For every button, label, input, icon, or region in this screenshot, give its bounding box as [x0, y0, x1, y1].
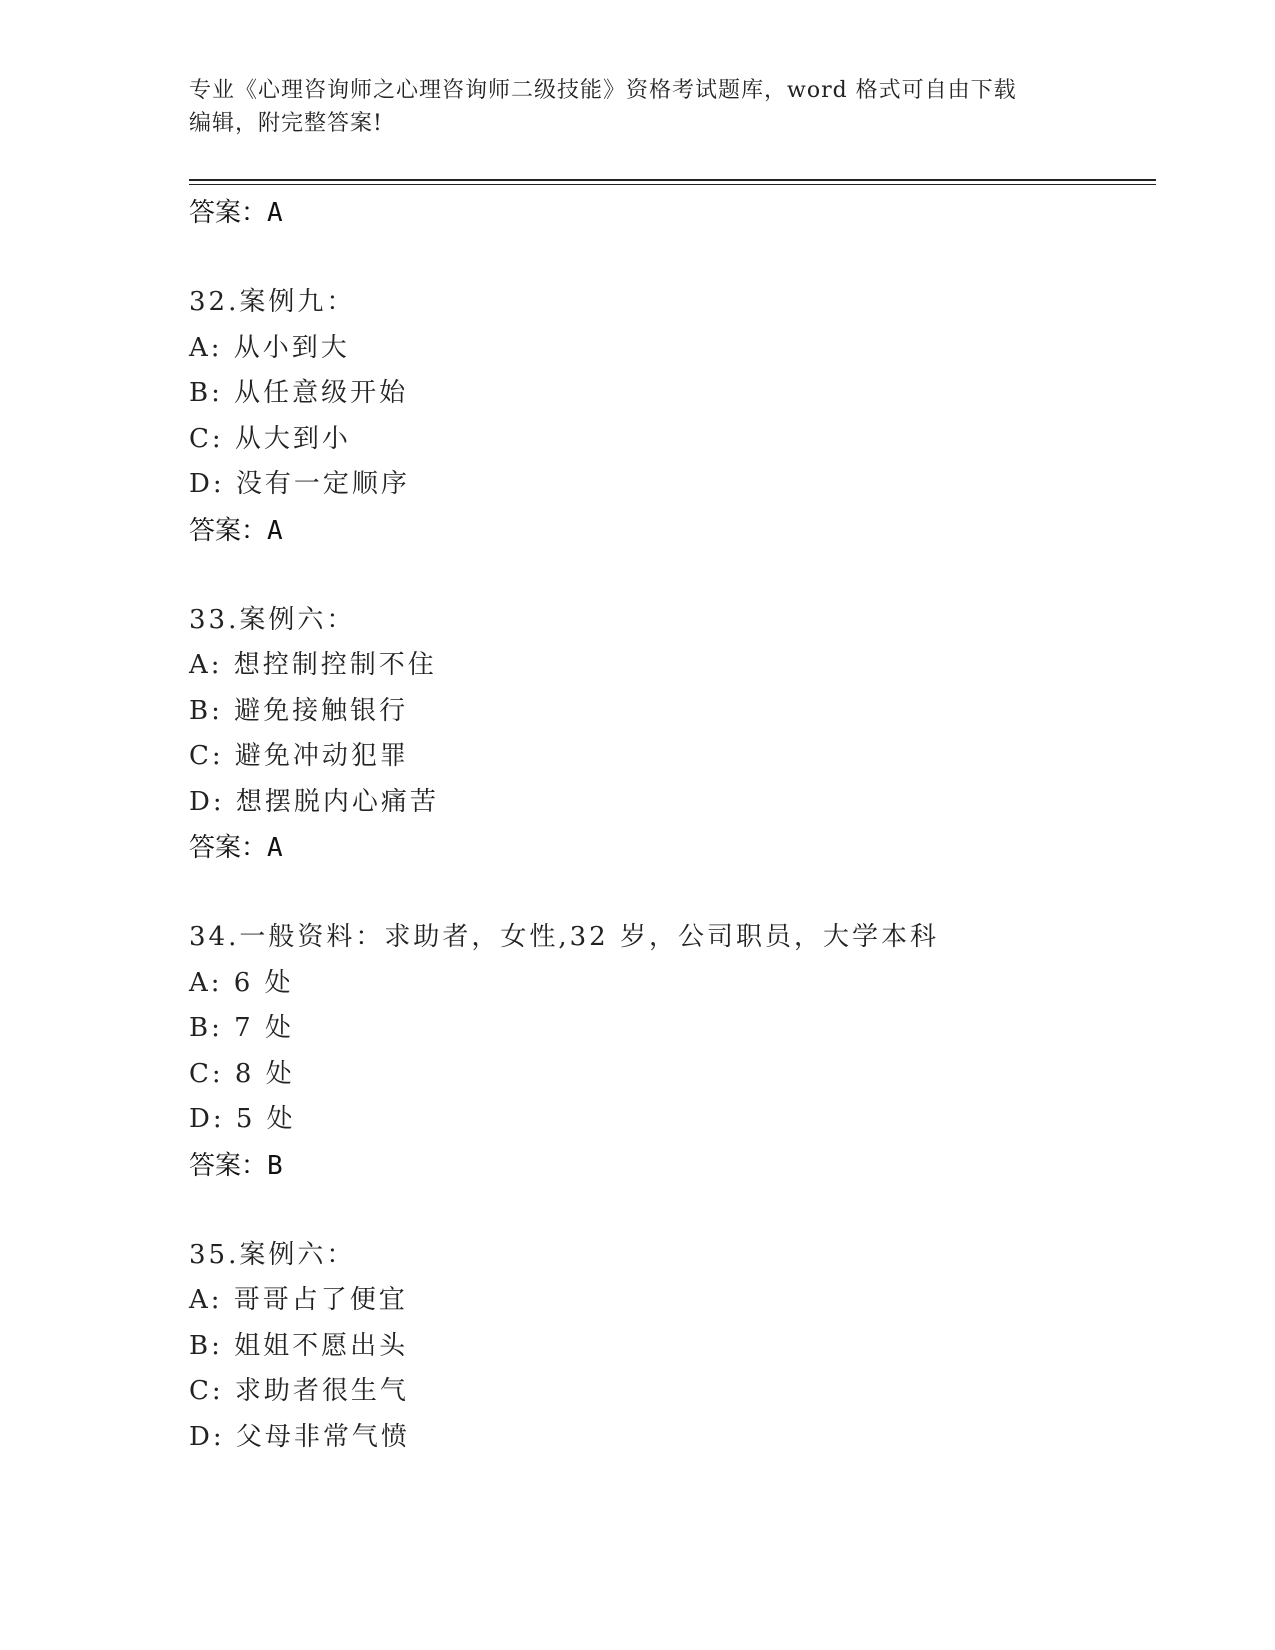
header-line-2: 编辑，附完整答案! — [189, 111, 383, 136]
answer-line: 答案：A — [189, 833, 283, 863]
header-divider-thin — [189, 184, 1156, 185]
question-title: 34.一般资料：求助者，女性,32 岁，公司职员，大学本科 — [189, 922, 939, 952]
question-list — [189, 190, 1149, 1460]
option-b: B: 从任意级开始 — [189, 378, 409, 408]
option-b: B: 避免接触银行 — [189, 695, 409, 726]
option-c: C: 从大到小 — [189, 423, 351, 454]
header-divider-thick — [189, 179, 1156, 181]
option-c: C: 8 处 — [189, 1058, 295, 1089]
question-title: 35.案例六： — [189, 1239, 356, 1270]
question-title: 33.案例六： — [189, 604, 356, 635]
option-b: B: 7 处 — [189, 1013, 294, 1043]
option-d: D: 父母非常气愤 — [189, 1421, 410, 1452]
option-a: A: 从小到大 — [189, 332, 350, 363]
question-32 — [189, 280, 1149, 554]
option-c: C: 求助者很生气 — [189, 1376, 409, 1406]
document-header — [189, 74, 1089, 140]
spacer — [189, 236, 1149, 280]
question-34 — [189, 915, 1149, 1189]
option-a: A: 哥哥占了便宜 — [189, 1285, 408, 1315]
question-33 — [189, 598, 1149, 872]
header-line-1: 专业《心理咨询师之心理咨询师二级技能》资格考试题库，word 格式可自由下载 — [189, 78, 1017, 103]
spacer — [189, 554, 1149, 598]
answer-line: 答案：A — [189, 515, 283, 546]
option-b: B: 姐姐不愿出头 — [189, 1330, 409, 1361]
option-d: D: 想摆脱内心痛苦 — [189, 786, 439, 817]
question-title: 32.案例九： — [189, 287, 356, 317]
option-a: A: 6 处 — [189, 967, 294, 998]
option-d: D: 没有一定顺序 — [189, 469, 410, 499]
spacer — [189, 871, 1149, 915]
option-a: A: 想控制控制不住 — [189, 650, 437, 680]
option-c: C: 避免冲动犯罪 — [189, 741, 409, 771]
spacer — [189, 1189, 1149, 1233]
answer-line: 答案：B — [189, 1150, 283, 1181]
question-35 — [189, 1233, 1149, 1461]
option-d: D: 5 处 — [189, 1104, 296, 1134]
answer-line: 答案：A — [189, 198, 283, 228]
